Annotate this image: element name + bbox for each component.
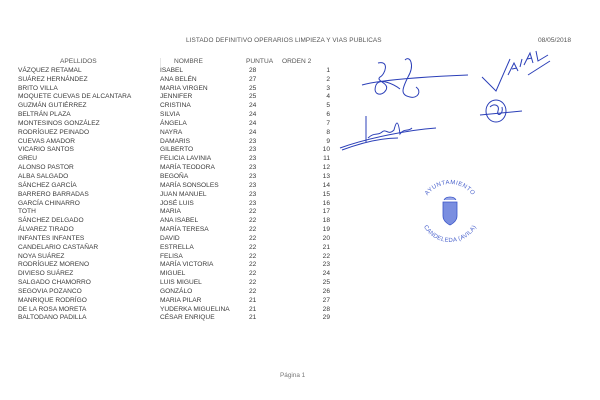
cell-orden: 5 bbox=[326, 102, 330, 110]
cell-puntua: 27 bbox=[249, 75, 257, 83]
stamp-top-text: AYUNTAMIENTO bbox=[424, 179, 476, 197]
table-row bbox=[14, 261, 344, 270]
cell-nombre: ÁNGELA bbox=[160, 119, 187, 127]
signature-4 bbox=[478, 95, 523, 130]
table-row bbox=[14, 85, 344, 94]
cell-apellidos: CUEVAS AMADOR bbox=[18, 137, 76, 145]
cell-apellidos: GREU bbox=[18, 155, 38, 163]
cell-puntua: 22 bbox=[249, 226, 257, 234]
cell-orden: 25 bbox=[322, 279, 330, 287]
cell-apellidos: ALONSO PASTOR bbox=[18, 164, 74, 172]
cell-apellidos: RODRÍGUEZ MORENO bbox=[18, 261, 90, 269]
table-row bbox=[14, 270, 344, 279]
cell-nombre: GILBERTO bbox=[160, 146, 194, 154]
cell-nombre: YUDERKA MIGUELINA bbox=[160, 305, 230, 313]
table-row bbox=[14, 279, 344, 288]
cell-nombre: BEGOÑA bbox=[160, 172, 189, 180]
cell-orden: 11 bbox=[323, 155, 330, 163]
table-row bbox=[14, 102, 344, 111]
cell-apellidos: BARRERO BARRADAS bbox=[18, 190, 89, 198]
table-row bbox=[14, 76, 344, 85]
cell-apellidos: SALGADO CHAMORRO bbox=[18, 279, 91, 287]
cell-orden: 17 bbox=[322, 208, 330, 216]
cell-apellidos: NOYA SUÁREZ bbox=[18, 252, 65, 260]
signature-1 bbox=[360, 55, 470, 110]
cell-orden: 23 bbox=[322, 261, 330, 269]
stamp-bottom-text: CANDELEDA (AVILA) bbox=[422, 224, 478, 245]
table-row bbox=[14, 138, 344, 147]
cell-nombre: ISABEL bbox=[160, 66, 184, 74]
cell-nombre: MARIA bbox=[160, 208, 181, 216]
cell-nombre: MARÍA VICTORIA bbox=[160, 261, 214, 269]
cell-apellidos: CANDELARIO CASTAÑAR bbox=[18, 243, 99, 251]
table-row bbox=[14, 155, 344, 164]
cell-nombre: LUIS MIGUEL bbox=[160, 279, 202, 287]
cell-apellidos: SEGOVIA POZANCO bbox=[18, 287, 82, 295]
cell-nombre: GONZÁLO bbox=[160, 287, 193, 295]
cell-puntua: 23 bbox=[249, 172, 257, 180]
cell-puntua: 22 bbox=[249, 261, 257, 269]
cell-orden: 27 bbox=[322, 296, 330, 304]
table-row bbox=[14, 146, 344, 155]
cell-orden: 28 bbox=[322, 305, 330, 313]
cell-apellidos: BELTRÁN PLAZA bbox=[18, 111, 71, 119]
cell-orden: 18 bbox=[322, 217, 330, 225]
cell-orden: 24 bbox=[322, 270, 330, 278]
cell-apellidos: RODRÍGUEZ PEINADO bbox=[18, 128, 90, 136]
cell-orden: 12 bbox=[322, 164, 330, 172]
cell-apellidos: VÁZQUEZ RETAMAL bbox=[18, 66, 82, 74]
cell-orden: 13 bbox=[322, 172, 330, 180]
cell-apellidos: DE LA ROSA MORETA bbox=[18, 305, 87, 313]
cell-nombre: FELISA bbox=[160, 252, 183, 260]
cell-puntua: 23 bbox=[249, 146, 257, 154]
cell-orden: 10 bbox=[322, 146, 330, 154]
cell-puntua: 23 bbox=[249, 181, 257, 189]
cell-orden: 7 bbox=[326, 119, 330, 127]
candidates-table bbox=[14, 58, 344, 323]
cell-nombre: MARÍA TERESA bbox=[160, 226, 209, 234]
header-orden: ORDEN 2 bbox=[282, 58, 312, 65]
table-row bbox=[14, 191, 344, 200]
cell-orden: 1 bbox=[326, 66, 330, 74]
cell-apellidos: BALTODANO PADILLA bbox=[18, 314, 87, 322]
cell-nombre: CÉSAR ENRIQUE bbox=[160, 314, 215, 322]
cell-puntua: 21 bbox=[249, 296, 257, 304]
table-row bbox=[14, 111, 344, 120]
table-row bbox=[14, 217, 344, 226]
cell-puntua: 25 bbox=[249, 84, 257, 92]
cell-puntua: 24 bbox=[249, 119, 257, 127]
cell-orden: 8 bbox=[326, 128, 330, 136]
table-row bbox=[14, 200, 344, 209]
cell-apellidos: TOTH bbox=[18, 208, 36, 216]
cell-puntua: 22 bbox=[249, 243, 257, 251]
signature-2 bbox=[478, 45, 558, 95]
cell-apellidos: GARCÍA CHINARRO bbox=[18, 199, 80, 207]
cell-nombre: MARÍA SONSOLES bbox=[160, 181, 219, 189]
table-row bbox=[14, 297, 344, 306]
cell-apellidos: MONTESINOS GONZÁLEZ bbox=[18, 119, 100, 127]
signature-3 bbox=[338, 108, 438, 153]
table-row bbox=[14, 129, 344, 138]
cell-orden: 3 bbox=[326, 84, 330, 92]
cell-nombre: JENNIFER bbox=[160, 93, 193, 101]
cell-nombre: DAMARIS bbox=[160, 137, 191, 145]
cell-orden: 4 bbox=[326, 93, 330, 101]
cell-puntua: 24 bbox=[249, 111, 257, 119]
cell-puntua: 23 bbox=[249, 155, 257, 163]
cell-nombre: JUAN MANUEL bbox=[160, 190, 207, 198]
document-date: 08/05/2018 bbox=[538, 37, 572, 44]
cell-orden: 15 bbox=[322, 190, 330, 198]
table-row bbox=[14, 288, 344, 297]
table-row bbox=[14, 93, 344, 102]
cell-puntua: 25 bbox=[249, 93, 257, 101]
cell-apellidos: INFANTES INFANTES bbox=[18, 234, 85, 242]
cell-nombre: CRISTINA bbox=[160, 102, 191, 110]
table-row bbox=[14, 314, 344, 323]
cell-apellidos: VICARIO SANTOS bbox=[18, 146, 74, 154]
table-row bbox=[14, 182, 344, 191]
cell-orden: 16 bbox=[322, 199, 330, 207]
cell-puntua: 22 bbox=[249, 252, 257, 260]
table-row bbox=[14, 173, 344, 182]
table-row bbox=[14, 235, 344, 244]
table-row bbox=[14, 120, 344, 129]
cell-orden: 22 bbox=[322, 252, 330, 260]
cell-puntua: 24 bbox=[249, 102, 257, 110]
table-row bbox=[14, 244, 344, 253]
cell-nombre: ESTRELLA bbox=[160, 243, 194, 251]
document-title: LISTADO DEFINITIVO OPERARIOS LIMPIEZA Y VIAS PUBLICAS bbox=[186, 37, 382, 44]
cell-puntua: 21 bbox=[249, 314, 257, 322]
cell-apellidos: SUÁREZ HERNÁNDEZ bbox=[18, 75, 88, 83]
header-nombre: NOMBRE bbox=[174, 58, 203, 65]
cell-puntua: 23 bbox=[249, 199, 257, 207]
cell-nombre: MIGUEL bbox=[160, 270, 186, 278]
cell-orden: 2 bbox=[326, 75, 330, 83]
header-puntua: PUNTUA bbox=[246, 58, 274, 65]
cell-puntua: 21 bbox=[249, 305, 257, 313]
cell-apellidos: DIVIESO SUÁREZ bbox=[18, 270, 74, 278]
header-divider bbox=[160, 58, 161, 67]
cell-apellidos: MOQUETE CUEVAS DE ALCANTARA bbox=[18, 93, 132, 101]
cell-puntua: 22 bbox=[249, 234, 257, 242]
cell-nombre: NAYRA bbox=[160, 128, 183, 136]
table-row bbox=[14, 208, 344, 217]
cell-puntua: 22 bbox=[249, 217, 257, 225]
cell-orden: 9 bbox=[326, 137, 330, 145]
cell-puntua: 22 bbox=[249, 208, 257, 216]
cell-nombre: MARIA PILAR bbox=[160, 296, 202, 304]
cell-puntua: 28 bbox=[249, 66, 257, 74]
cell-orden: 14 bbox=[322, 181, 330, 189]
cell-puntua: 24 bbox=[249, 128, 257, 136]
cell-nombre: DAVID bbox=[160, 234, 180, 242]
cell-nombre: MARIA VIRGEN bbox=[160, 84, 208, 92]
cell-puntua: 23 bbox=[249, 137, 257, 145]
cell-puntua: 23 bbox=[249, 190, 257, 198]
table-body bbox=[14, 67, 344, 323]
table-row bbox=[14, 67, 344, 76]
cell-nombre: ANA BELÉN bbox=[160, 75, 197, 83]
cell-puntua: 22 bbox=[249, 270, 257, 278]
cell-orden: 20 bbox=[322, 234, 330, 242]
cell-apellidos: ALBA SALGADO bbox=[18, 172, 69, 180]
cell-nombre: MARÍA TEODORA bbox=[160, 164, 215, 172]
cell-puntua: 22 bbox=[249, 279, 257, 287]
table-header bbox=[14, 58, 344, 67]
page-number: Página 1 bbox=[280, 372, 306, 379]
cell-orden: 26 bbox=[322, 287, 330, 295]
svg-text:CANDELEDA (AVILA) bbox=[422, 224, 478, 244]
cell-puntua: 23 bbox=[249, 164, 257, 172]
cell-orden: 6 bbox=[326, 111, 330, 119]
cell-apellidos: GUZMÁN GUTIÉRREZ bbox=[18, 102, 87, 110]
cell-orden: 19 bbox=[322, 226, 330, 234]
table-row bbox=[14, 226, 344, 235]
cell-orden: 21 bbox=[322, 243, 330, 251]
cell-orden: 29 bbox=[322, 314, 330, 322]
svg-text:AYUNTAMIENTO bbox=[424, 180, 476, 197]
cell-nombre: JOSÉ LUIS bbox=[160, 199, 194, 207]
cell-apellidos: MANRIQUE RODRÍGO bbox=[18, 296, 87, 304]
cell-puntua: 22 bbox=[249, 287, 257, 295]
official-stamp bbox=[410, 172, 490, 250]
cell-apellidos: ÁLVAREZ TIRADO bbox=[18, 226, 74, 234]
header-apellidos: APELLIDOS bbox=[60, 58, 97, 65]
cell-nombre: ANA ISABEL bbox=[160, 217, 199, 225]
table-row bbox=[14, 164, 344, 173]
cell-nombre: FELICIA LAVINIA bbox=[160, 155, 212, 163]
cell-nombre: SILVIA bbox=[160, 111, 181, 119]
cell-apellidos: SÁNCHEZ GARCÍA bbox=[18, 181, 77, 189]
cell-apellidos: BRITO VILLA bbox=[18, 84, 58, 92]
coat-of-arms-icon bbox=[443, 202, 457, 225]
cell-apellidos: SÁNCHEZ DELGADO bbox=[18, 217, 84, 225]
